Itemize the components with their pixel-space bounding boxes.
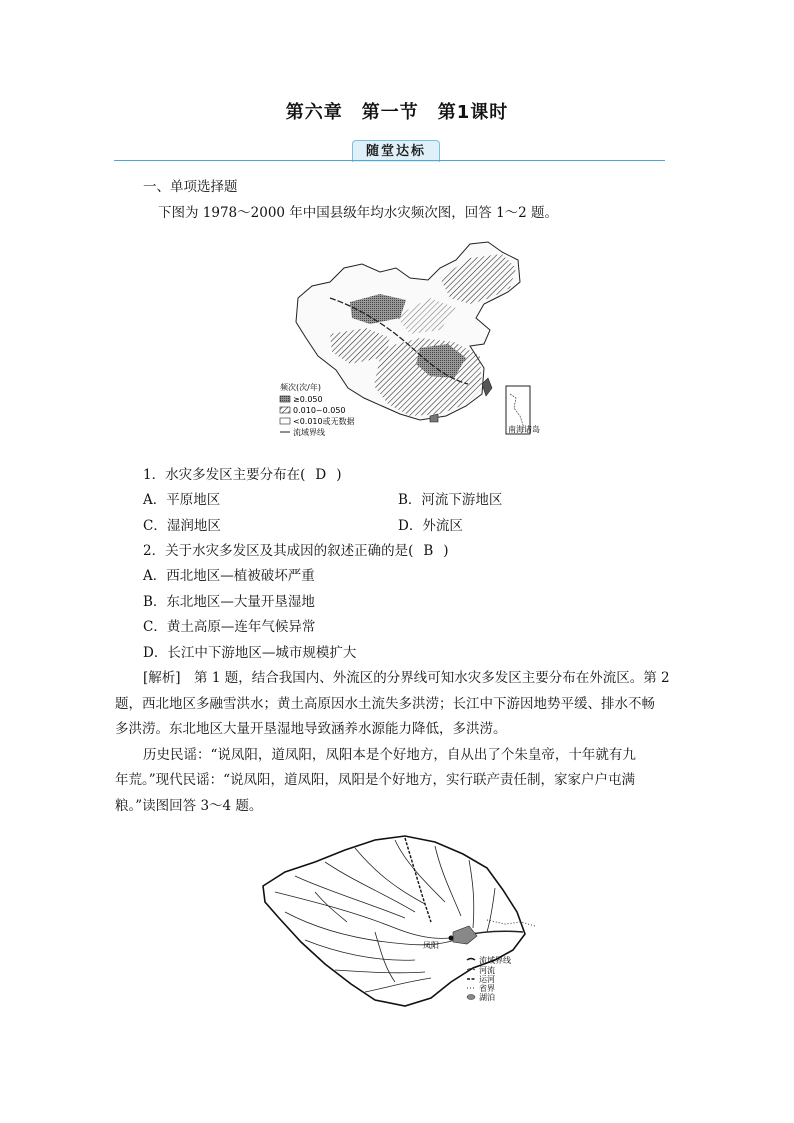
question-2-option-c: C．黄土高原—连年气候异常 xyxy=(143,619,316,635)
legend-swatch-lake xyxy=(467,995,475,1000)
question-1-stem xyxy=(143,466,341,484)
question-2-close: ) xyxy=(443,543,449,559)
legend-item-lake: 湖泊 xyxy=(479,993,495,1002)
question-1-close: ) xyxy=(336,467,342,483)
section-divider xyxy=(114,160,665,161)
legend-item-province: 省界 xyxy=(479,984,495,993)
analysis-line-3: 多洪涝。东北地区大量开垦湿地导致涵养水源能力降低，多洪涝。 xyxy=(115,721,507,737)
question-1-answer: D xyxy=(315,467,327,483)
question-2-answer: B xyxy=(423,543,434,559)
question-2-option-a: A．西北地区—植被破坏严重 xyxy=(143,568,315,584)
legend-item-canal: 运河 xyxy=(479,975,495,984)
question-1-option-a: A．平原地区 xyxy=(143,492,221,508)
question-2-option-d: D．长江中下游地区—城市规模扩大 xyxy=(143,645,357,661)
legend-swatch-high xyxy=(280,396,290,402)
intro2-line-3: 粮。”读图回答 3～4 题。 xyxy=(115,798,263,814)
intro2-line-2: 年荒。”现代民谣：“说凤阳，道凤阳，凤阳是个好地方，实行联产责任制，家家户户屯满 xyxy=(115,772,636,788)
china-flood-frequency-map xyxy=(270,238,540,438)
intro-question-1-2: 下图为 1978～2000 年中国县级年均水灾频次图，回答 1～2 题。 xyxy=(158,205,559,221)
question-2-option-b: B．东北地区—大量开垦湿地 xyxy=(143,594,315,610)
section-badge: 随堂达标 xyxy=(352,140,440,162)
legend-item-basin: 流域界线 xyxy=(479,956,511,965)
legend-item-high: ≥0.050 xyxy=(293,395,323,404)
part-heading: 一、单项选择题 xyxy=(143,179,238,195)
analysis-line-1: [解析] 第 1 题，结合我国内、外流区的分界线可知水灾多发区主要分布在外流区。第 2 xyxy=(143,670,670,686)
question-1-option-c: C．湿润地区 xyxy=(143,518,221,534)
map1-legend xyxy=(280,382,355,437)
question-2-text: 2．关于水灾多发区及其成因的叙述正确的是( xyxy=(143,543,414,559)
fengyang-basin-map xyxy=(255,832,560,1010)
question-1-text: 1．水灾多发区主要分布在( xyxy=(143,467,306,483)
inset-label: 南海诸岛 xyxy=(508,425,540,434)
legend-item-mid: 0.010~0.050 xyxy=(293,406,346,415)
question-2-stem xyxy=(143,542,449,560)
south-china-sea-inset xyxy=(506,386,540,434)
legend-item-low: <0.010或无数据 xyxy=(293,417,355,426)
fengyang-city-marker xyxy=(449,936,454,941)
question-1-option-d: D．外流区 xyxy=(398,518,463,534)
fengyang-city-label: 凤阳 xyxy=(423,941,439,950)
question-1-option-b: B．河流下游地区 xyxy=(398,492,503,508)
intro2-line-1: 历史民谣：“说凤阳，道凤阳，凤阳本是个好地方，自从出了个朱皇帝，十年就有九 xyxy=(143,747,636,763)
legend-swatch-mid xyxy=(280,407,290,413)
legend-item-river: 河流 xyxy=(479,966,495,975)
analysis-label: [解析] xyxy=(143,670,181,686)
legend-swatch-low xyxy=(280,418,290,424)
china-outline xyxy=(296,242,520,422)
legend-title: 频次(次/年) xyxy=(280,383,321,392)
analysis-line-2: 题，西北地区多融雪洪水；黄土高原因水土流失多洪涝；长江中下游因地势平缓、排水不畅 xyxy=(115,696,655,712)
legend-item-boundary: 流域界线 xyxy=(293,428,325,437)
page-title: 第六章 第一节 第1课时 xyxy=(285,102,509,123)
